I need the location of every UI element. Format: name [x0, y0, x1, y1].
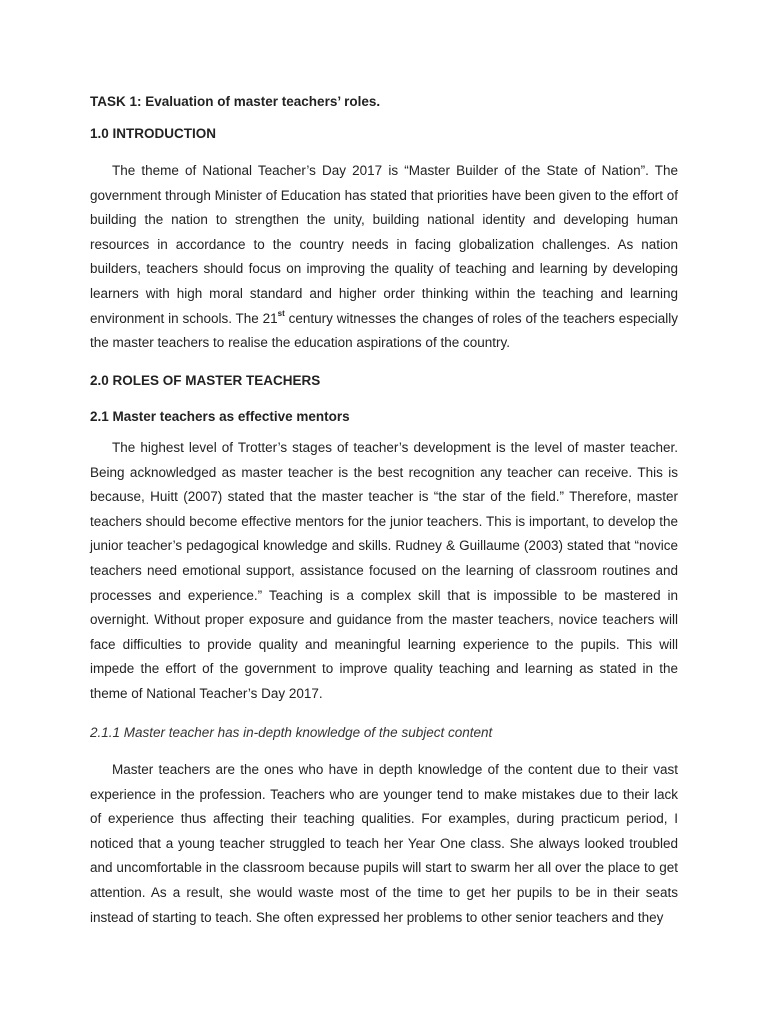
- introduction-paragraph: [90, 159, 678, 356]
- content-knowledge-paragraph: Master teachers are the ones who have in depth knowledge of the content due to their vast experience in the profession. Teachers who are younger tend to make mistakes due to their lack of experience thus affecting their teaching qualities. For examples, during practicum period, I noticed that a young teacher struggled to teach her Year One class. She always looked troubled and uncomfortable in the classroom because pupils will start to swarm her all over the place to get attention. As a result, she would waste most of the time to get her pupils to be in their seats instead of starting to teach. She often expressed her problems to other senior teachers and they: [90, 762, 678, 925]
- mentors-paragraph: The highest level of Trotter’s stages of teacher’s development is the level of master teacher. Being acknowledged as master teacher is the best recognition any teacher can receive. This is because, Huitt (2007) stated that the master teacher is “the star of the field.” Therefore, master teachers should become effective mentors for the junior teachers. This is important, to develop the junior teacher’s pedagogical knowledge and skills. Rudney & Guillaume (2003) stated that “novice teachers need emotional support, assistance focused on the learning of classroom routines and processes and experience.” Teaching is a complex skill that is impossible to be mastered in overnight. Without proper exposure and guidance from the master teachers, novice teachers will face difficulties to provide quality and meaningful learning experience to the pupils. This will impede the effort of the government to improve quality teaching and learning as stated in the theme of National Teacher’s Day 2017.: [90, 440, 678, 701]
- ordinal-superscript: st: [277, 309, 285, 319]
- section-heading-introduction: 1.0 INTRODUCTION: [90, 126, 217, 141]
- introduction-text-part2: century witnesses the changes of roles of the teachers especially the master teachers to realise the education aspirations of the country.: [90, 310, 679, 351]
- introduction-text-part1: The theme of National Teacher’s Day 2017 is “Master Builder of the State of Nation”. The government through Minister of Education has stated that priorities have been given to the effort of building the nation to strengthen the unity, building national identity and developing human resources in accordance to the country needs in facing globalization challenges. As nation builders, teachers should focus on improving the quality of teaching and learning by developing learners with high moral standard and higher order thinking within the teaching and learning environment in schools. The 21: [90, 163, 678, 326]
- subsection-heading-mentors: 2.1 Master teachers as effective mentors: [90, 409, 350, 424]
- subsubsection-heading-content-knowledge: 2.1.1 Master teacher has in-depth knowledge of the subject content: [90, 725, 493, 740]
- task-title: TASK 1: Evaluation of master teachers’ roles.: [90, 94, 381, 109]
- section-heading-roles: 2.0 ROLES OF MASTER TEACHERS: [90, 373, 321, 388]
